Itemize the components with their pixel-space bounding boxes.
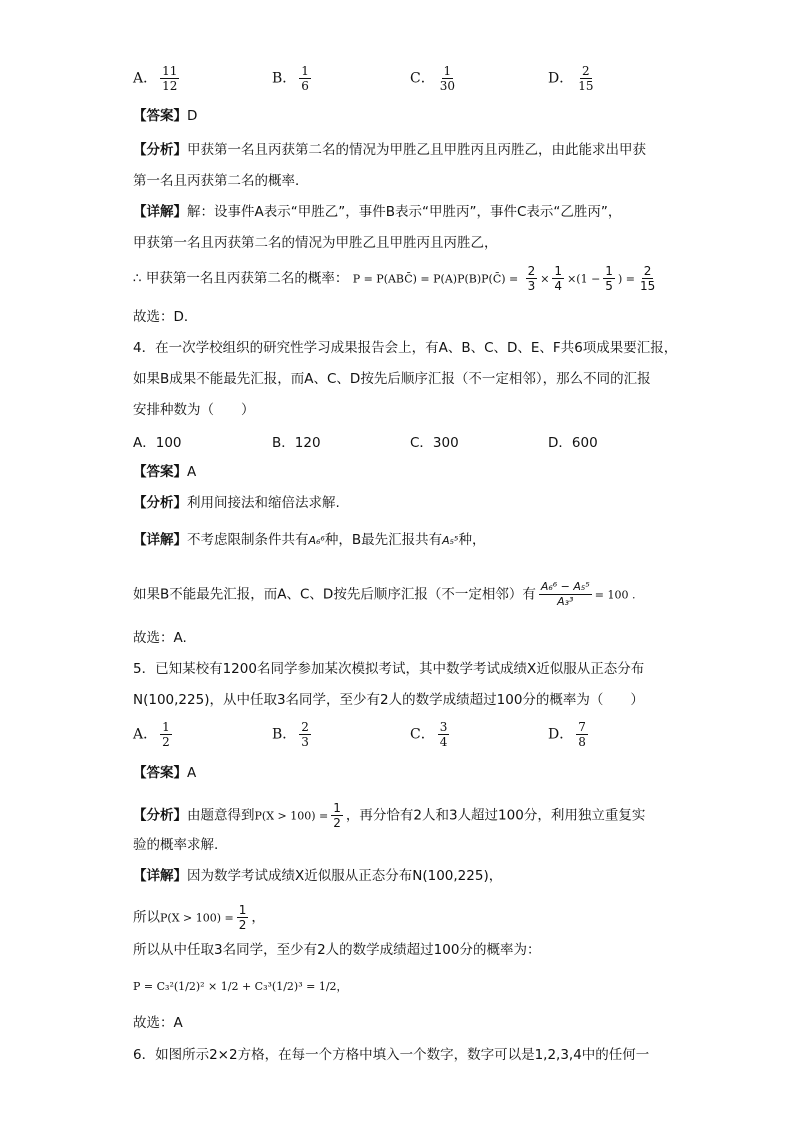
detail-text: 甲获第一名且丙获第二名的情况为甲胜乙且甲胜丙且丙胜乙， (133, 235, 498, 251)
numerator: 1 (443, 64, 452, 78)
q3-answer (133, 106, 197, 126)
q3-analysis-line-1 (133, 140, 646, 160)
fraction (603, 264, 615, 293)
fraction (299, 720, 311, 749)
detail-text: 不考虑限制条件共有 (187, 532, 309, 548)
probability-formula: P = P(ABC̄) = P(A)P(B)P(C̄) = (352, 272, 519, 286)
answer-tag: 【答案】 (133, 765, 187, 781)
q3-option-a (133, 64, 182, 93)
q4-stem-line-1 (133, 338, 677, 358)
numerator: 1 (301, 64, 309, 78)
numerator: A₆⁶ − A₅⁵ (540, 580, 590, 593)
choose-text: 故选：D． (133, 309, 198, 325)
q4-choose (133, 628, 187, 648)
answer-value: A (187, 464, 197, 480)
detail-text: 所以从中任取3名同学，至少有2人的数学成绩超过100分的概率为： (133, 942, 541, 958)
denominator: 3 (301, 735, 309, 749)
q3-detail-line-1 (133, 202, 621, 222)
q5-option-c (410, 720, 452, 749)
choose-text: 故选：A (133, 1015, 183, 1031)
times-sign: × (540, 272, 550, 286)
q3-option-d (548, 64, 599, 93)
fraction (299, 64, 311, 93)
numerator: 2 (643, 264, 652, 278)
q4-stem-line-3 (133, 400, 255, 420)
option-label: C． (410, 70, 435, 87)
fraction (438, 720, 450, 749)
detail-text: ∴ 甲获第一名且丙获第二名的概率： (133, 270, 349, 287)
q4-answer (133, 462, 196, 482)
q5-analysis-line-1 (133, 801, 645, 830)
permutation: A₆⁶ (308, 534, 325, 547)
detail-text: ， (251, 909, 265, 926)
q5-choose (133, 1013, 183, 1033)
denominator: 3 (527, 279, 536, 293)
denominator: 15 (639, 279, 656, 293)
denominator: 4 (554, 279, 563, 293)
analysis-text: 第一名且丙获第二名的概率． (133, 173, 309, 189)
denominator: 2 (333, 816, 341, 830)
option-label: A． (133, 726, 158, 743)
q5-option-d (548, 720, 591, 749)
formula-part: ) = (617, 272, 635, 286)
q3-option-c (410, 64, 460, 93)
denominator: 4 (439, 735, 448, 749)
stem-text: 5．已知某校有1200名同学参加某次模拟考试，其中数学考试成绩X近似服从正态分布 (133, 661, 645, 677)
stem-text: 6．如图所示2×2方格，在每一个方格中填入一个数字，数字可以是1,2,3,4中的任何一 (133, 1047, 650, 1063)
formula-part: = 100 . (594, 588, 636, 602)
detail-text: 因为数学考试成绩X近似服从正态分布N(100,225)， (187, 868, 503, 884)
analysis-tag: 【分析】 (133, 142, 187, 158)
q3-detail-line-2 (133, 233, 498, 253)
answer-value: A (187, 765, 197, 781)
choose-text: 故选：A. (133, 630, 187, 646)
fraction (526, 264, 538, 293)
analysis-tag: 【分析】 (133, 807, 187, 824)
denominator: 15 (578, 79, 594, 93)
stem-text: 安排种数为（ ） (133, 402, 255, 418)
fraction (438, 64, 457, 93)
detail-text: 解：设事件A表示“甲胜乙”，事件B表示“甲胜丙”，事件C表示“乙胜丙”， (187, 204, 622, 220)
fraction (331, 801, 343, 830)
formula-part: (1/2)² × 1/2 + C₃³(1/2)³ = 1/2， (173, 980, 348, 993)
fraction (160, 64, 179, 93)
denominator: 8 (578, 735, 586, 749)
analysis-text: ，再分恰有2人和3人超过100分，利用独立重复实 (345, 807, 646, 824)
q4-option-d: D．600 (548, 435, 598, 451)
q5-stem-line-2 (133, 690, 644, 710)
fraction (638, 264, 657, 293)
q6-stem-line-1 (133, 1045, 649, 1065)
q3-option-b (272, 64, 314, 93)
q5-detail-line-2 (133, 903, 265, 932)
q4-option-b: B．120 (272, 435, 321, 451)
fraction (576, 64, 595, 93)
analysis-text: 甲获第一名且丙获第二名的情况为甲胜乙且甲胜丙且丙胜乙，由此能求出甲获 (187, 142, 646, 158)
denominator: A₃³ (557, 595, 574, 608)
option-label: C． (410, 726, 435, 743)
analysis-text: 利用间接法和缩倍法求解. (187, 495, 340, 511)
fraction (539, 580, 592, 609)
numerator: 2 (301, 720, 309, 734)
fraction (160, 720, 172, 749)
denominator: 5 (605, 279, 613, 293)
q3-analysis-line-2 (133, 171, 309, 191)
detail-text: 如果B不能最先汇报，而A、C、D按先后顺序汇报（不一定相邻）有 (133, 586, 536, 603)
fraction (552, 264, 564, 293)
q4-stem-line-2 (133, 369, 651, 389)
stem-text: N(100,225)，从中任取3名同学，至少有2人的数学成绩超过100分的概率为（ ） (133, 692, 644, 708)
stem-text: 如果B成果不能最先汇报，而A、C、D按先后顺序汇报（不一定相邻），那么不同的汇报 (133, 371, 651, 387)
formula-part: P(X > 100) = (254, 809, 329, 823)
detail-tag: 【详解】 (133, 868, 187, 884)
q3-choose (133, 307, 197, 327)
answer-tag: 【答案】 (133, 464, 187, 480)
numerator: 1 (554, 264, 563, 278)
formula-part: P = C₃² (133, 980, 174, 993)
q5-option-a (133, 720, 175, 749)
denominator: 2 (238, 918, 247, 932)
numerator: 1 (162, 720, 170, 734)
detail-text: 所以 (133, 909, 160, 926)
detail-tag: 【详解】 (133, 532, 187, 548)
denominator: 30 (439, 79, 455, 93)
q5-analysis-line-2 (133, 835, 218, 855)
denominator: 6 (301, 79, 309, 93)
detail-tag: 【详解】 (133, 204, 187, 220)
answer-tag: 【答案】 (133, 108, 187, 124)
q4-detail-line-2 (133, 580, 635, 609)
q4-option-c: C．300 (410, 435, 459, 451)
option-label: B． (272, 726, 297, 743)
detail-text: 种， (324, 532, 352, 548)
numerator: 1 (238, 903, 247, 917)
numerator: 2 (582, 64, 590, 78)
q3-detail-line-3 (133, 264, 660, 293)
denominator: 2 (162, 735, 170, 749)
numerator: 1 (333, 801, 341, 815)
numerator: 3 (439, 720, 448, 734)
q5-option-b (272, 720, 314, 749)
stem-text: 4．在一次学校组织的研究性学习成果报告会上，有A、B、C、D、E、F共6项成果要汇报， (133, 340, 678, 356)
numerator: 7 (578, 720, 586, 734)
analysis-tag: 【分析】 (133, 495, 187, 511)
analysis-text: 验的概率求解. (133, 837, 219, 853)
q5-stem-line-1 (133, 659, 644, 679)
permutation: A₅⁵ (442, 534, 459, 547)
option-label: A． (133, 70, 158, 87)
q5-detail-line-1 (133, 866, 502, 886)
q4-detail-line-1 (133, 530, 485, 551)
analysis-text: 由题意得到 (187, 807, 255, 824)
q5-detail-line-3 (133, 940, 540, 960)
q4-analysis (133, 493, 340, 513)
option-label: B． (272, 70, 297, 87)
fraction (237, 903, 249, 932)
detail-text: 种， (458, 532, 486, 548)
numerator: 11 (162, 64, 178, 78)
answer-value: D (187, 108, 198, 124)
denominator: 12 (162, 79, 178, 93)
q5-answer (133, 763, 196, 783)
q4-option-a: A．100 (133, 435, 182, 451)
formula-part: P(X > 100) = (160, 911, 234, 925)
numerator: 1 (605, 264, 613, 278)
formula-part: ×(1 − (567, 272, 601, 286)
detail-text: B最先汇报共有 (351, 532, 443, 548)
option-label: D． (548, 726, 574, 743)
q5-detail-line-4 (133, 976, 348, 997)
option-label: D． (548, 70, 574, 87)
fraction (576, 720, 588, 749)
numerator: 2 (527, 264, 536, 278)
